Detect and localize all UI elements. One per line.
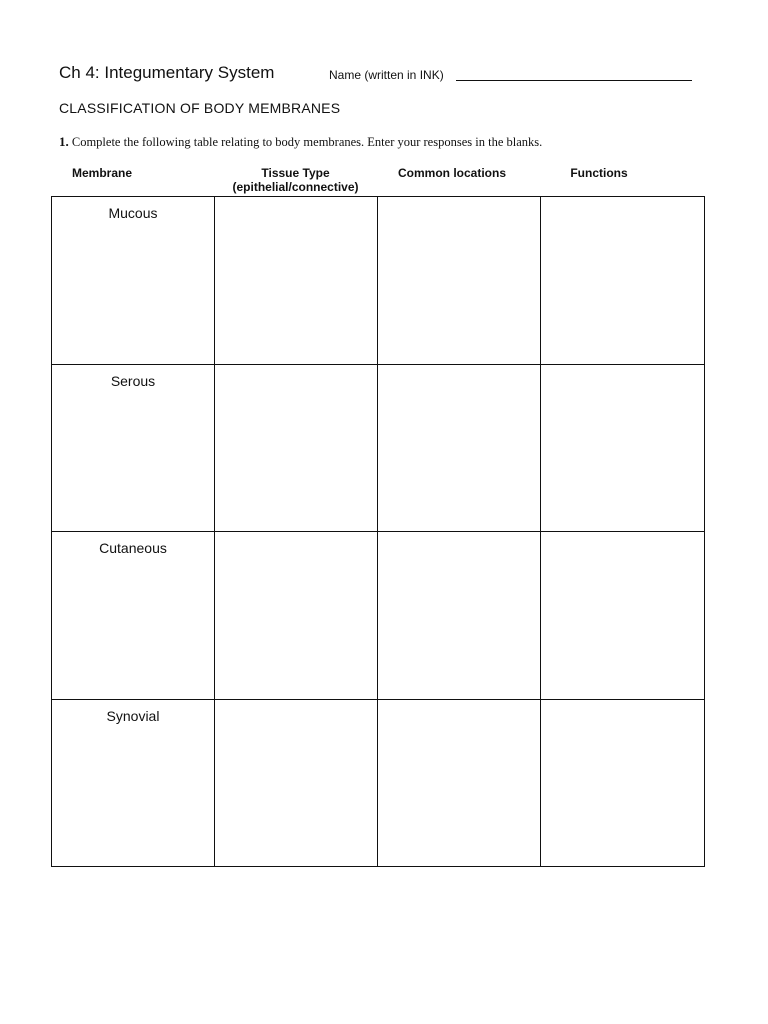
membrane-cell — [52, 699, 215, 867]
functions-answer-cell[interactable] — [541, 197, 705, 365]
functions-answer-cell[interactable] — [541, 532, 705, 700]
membranes-table — [51, 196, 705, 867]
tissue-type-answer-cell[interactable] — [215, 532, 378, 700]
table-row — [52, 364, 705, 532]
name-blank-line[interactable] — [456, 80, 692, 81]
question-instruction — [59, 134, 542, 150]
column-header-tissue-type — [214, 166, 377, 194]
membrane-cell — [52, 197, 215, 365]
membrane-name: Synovial — [106, 707, 160, 724]
common-locations-answer-cell[interactable] — [378, 364, 541, 532]
question-text: Complete the following table relating to body membranes. Enter your responses in the blanks. — [71, 135, 543, 149]
table-row — [52, 699, 705, 867]
membrane-name: Cutaneous — [99, 540, 167, 556]
column-header-membrane: Membrane — [71, 166, 133, 180]
column-header-common-locations: Common locations — [397, 166, 506, 180]
name-label: Name (written in INK) — [329, 68, 444, 82]
membrane-name: Serous — [110, 372, 156, 389]
common-locations-answer-cell[interactable] — [378, 699, 541, 867]
tissue-header-line2: (epithelial/connective) — [232, 180, 359, 194]
common-locations-answer-cell[interactable] — [378, 532, 541, 700]
tissue-type-answer-cell[interactable] — [215, 364, 378, 532]
common-locations-answer-cell[interactable] — [378, 197, 541, 365]
membrane-name: Mucous — [108, 205, 158, 221]
functions-answer-cell[interactable] — [541, 364, 705, 532]
membrane-cell — [52, 532, 215, 700]
page-title: Ch 4: Integumentary System — [59, 63, 275, 82]
table-row — [52, 197, 705, 365]
tissue-header-line1: Tissue Type — [261, 166, 330, 180]
section-title: CLASSIFICATION OF BODY MEMBRANES — [59, 100, 341, 116]
functions-answer-cell[interactable] — [541, 699, 705, 867]
tissue-type-answer-cell[interactable] — [215, 197, 378, 365]
membrane-cell — [52, 364, 215, 532]
tissue-type-answer-cell[interactable] — [215, 699, 378, 867]
table-row — [52, 532, 705, 700]
question-number: 1. — [59, 134, 69, 149]
column-header-functions: Functions — [570, 166, 628, 180]
